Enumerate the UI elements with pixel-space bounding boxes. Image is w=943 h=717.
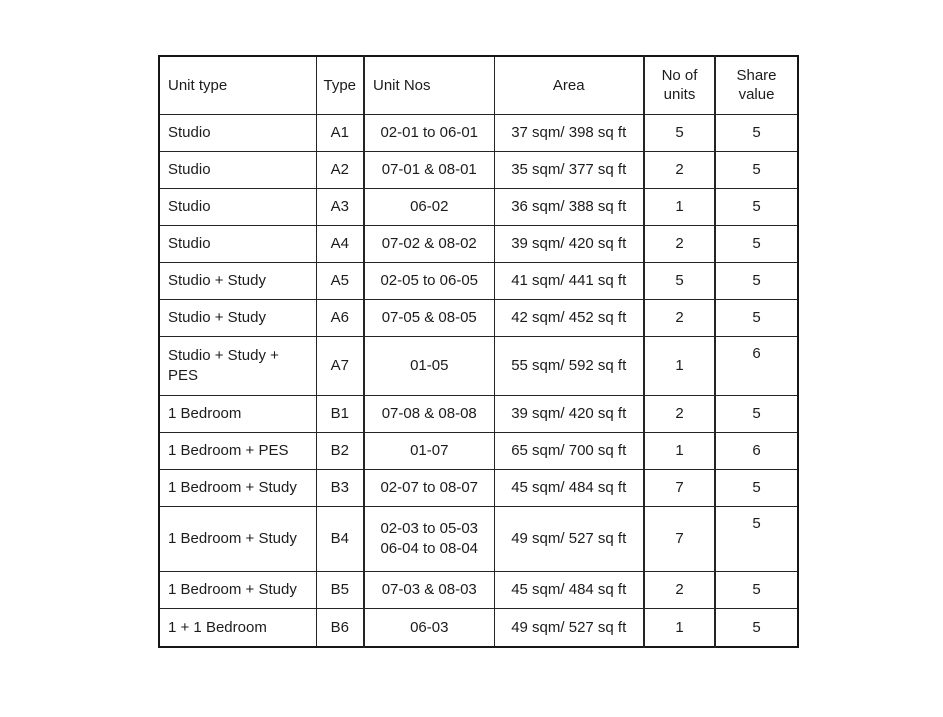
cell-no-of-units: 1 (644, 608, 715, 647)
cell-share-value: 5 (715, 151, 798, 188)
cell-share-value: 5 (715, 262, 798, 299)
cell-no-of-units: 7 (644, 506, 715, 571)
table-row (159, 299, 798, 336)
cell-type: B2 (316, 432, 364, 469)
cell-unit-nos (364, 114, 494, 151)
unit-nos-line: 02-07 to 08-07 (380, 478, 479, 496)
cell-type: A5 (316, 262, 364, 299)
cell-unit-type: Studio + Study + PES (159, 336, 316, 395)
cell-unit-nos (364, 299, 494, 336)
cell-type: A6 (316, 299, 364, 336)
cell-unit-type: 1 + 1 Bedroom (159, 608, 316, 647)
cell-area: 55 sqm/ 592 sq ft (494, 336, 644, 395)
cell-no-of-units: 1 (644, 188, 715, 225)
table-row (159, 571, 798, 608)
cell-no-of-units: 2 (644, 571, 715, 608)
table-row (159, 336, 798, 395)
table-row (159, 262, 798, 299)
cell-type: B4 (316, 506, 364, 571)
cell-area: 37 sqm/ 398 sq ft (494, 114, 644, 151)
cell-type: B1 (316, 395, 364, 432)
unit-nos-line: 02-05 to 06-05 (380, 271, 479, 289)
cell-unit-nos (364, 469, 494, 506)
cell-area: 45 sqm/ 484 sq ft (494, 571, 644, 608)
cell-area: 42 sqm/ 452 sq ft (494, 299, 644, 336)
cell-unit-type: 1 Bedroom + PES (159, 432, 316, 469)
table-header (159, 56, 798, 114)
unit-share-table-container (158, 55, 799, 648)
cell-area: 39 sqm/ 420 sq ft (494, 225, 644, 262)
table-row (159, 395, 798, 432)
unit-nos-line: 01-07 (410, 441, 449, 459)
cell-unit-type: 1 Bedroom (159, 395, 316, 432)
cell-no-of-units: 2 (644, 299, 715, 336)
cell-share-value: 6 (715, 432, 798, 469)
unit-nos-line: 06-02 (410, 197, 449, 215)
table-row (159, 432, 798, 469)
unit-nos-line: 07-03 & 08-03 (381, 580, 477, 598)
table-row (159, 506, 798, 571)
cell-type: B5 (316, 571, 364, 608)
cell-unit-nos (364, 608, 494, 647)
cell-area: 41 sqm/ 441 sq ft (494, 262, 644, 299)
cell-area: 45 sqm/ 484 sq ft (494, 469, 644, 506)
cell-unit-type: Studio + Study (159, 262, 316, 299)
cell-unit-type: Studio (159, 151, 316, 188)
cell-share-value: 5 (715, 395, 798, 432)
cell-share-value: 6 (715, 336, 798, 395)
cell-no-of-units: 1 (644, 336, 715, 395)
cell-area: 49 sqm/ 527 sq ft (494, 506, 644, 571)
cell-unit-nos (364, 432, 494, 469)
cell-type: A7 (316, 336, 364, 395)
table-row (159, 608, 798, 647)
cell-no-of-units: 7 (644, 469, 715, 506)
cell-share-value: 5 (715, 188, 798, 225)
cell-type: B6 (316, 608, 364, 647)
cell-unit-type: 1 Bedroom + Study (159, 469, 316, 506)
cell-unit-nos (364, 151, 494, 188)
unit-nos-line: 07-01 & 08-01 (381, 160, 477, 178)
table-row (159, 188, 798, 225)
header-row (159, 56, 798, 114)
cell-unit-type: 1 Bedroom + Study (159, 506, 316, 571)
cell-unit-type: 1 Bedroom + Study (159, 571, 316, 608)
cell-area: 65 sqm/ 700 sq ft (494, 432, 644, 469)
cell-unit-nos (364, 395, 494, 432)
cell-share-value: 5 (715, 299, 798, 336)
cell-no-of-units: 5 (644, 114, 715, 151)
cell-share-value: 5 (715, 608, 798, 647)
cell-unit-type: Studio + Study (159, 299, 316, 336)
unit-nos-line: 06-04 to 08-04 (380, 539, 479, 557)
cell-unit-nos (364, 571, 494, 608)
cell-area: 35 sqm/ 377 sq ft (494, 151, 644, 188)
cell-area: 39 sqm/ 420 sq ft (494, 395, 644, 432)
unit-nos-line: 02-03 to 05-03 (380, 520, 479, 537)
col-header-unit-nos: Unit Nos (364, 56, 494, 114)
unit-nos-line: 07-02 & 08-02 (381, 234, 477, 252)
cell-unit-type: Studio (159, 225, 316, 262)
table-row (159, 469, 798, 506)
cell-unit-nos (364, 506, 494, 571)
unit-nos-line: 07-05 & 08-05 (381, 308, 477, 326)
cell-unit-nos (364, 225, 494, 262)
cell-unit-nos (364, 188, 494, 225)
cell-share-value: 5 (715, 469, 798, 506)
cell-type: A2 (316, 151, 364, 188)
cell-type: A3 (316, 188, 364, 225)
col-header-type: Type (316, 56, 364, 114)
cell-area: 36 sqm/ 388 sq ft (494, 188, 644, 225)
col-header-share-value: Share value (715, 56, 798, 114)
cell-no-of-units: 2 (644, 395, 715, 432)
cell-share-value: 5 (715, 571, 798, 608)
table-row (159, 151, 798, 188)
unit-nos-line: 01-05 (410, 356, 449, 374)
cell-unit-nos (364, 336, 494, 395)
unit-share-table (158, 55, 799, 648)
cell-no-of-units: 2 (644, 151, 715, 188)
col-header-unit-type: Unit type (159, 56, 316, 114)
cell-type: B3 (316, 469, 364, 506)
table-row (159, 114, 798, 151)
cell-share-value: 5 (715, 225, 798, 262)
table-row (159, 225, 798, 262)
table-body (159, 114, 798, 647)
unit-nos-line: 07-08 & 08-08 (381, 404, 477, 422)
cell-area: 49 sqm/ 527 sq ft (494, 608, 644, 647)
cell-unit-type: Studio (159, 188, 316, 225)
unit-nos-line: 02-01 to 06-01 (380, 123, 479, 141)
cell-no-of-units: 5 (644, 262, 715, 299)
cell-unit-type: Studio (159, 114, 316, 151)
cell-no-of-units: 1 (644, 432, 715, 469)
cell-share-value: 5 (715, 114, 798, 151)
unit-nos-line: 06-03 (410, 618, 449, 636)
col-header-area: Area (494, 56, 644, 114)
cell-unit-nos (364, 262, 494, 299)
cell-type: A1 (316, 114, 364, 151)
cell-share-value: 5 (715, 506, 798, 571)
col-header-no-of-units: No of units (644, 56, 715, 114)
cell-type: A4 (316, 225, 364, 262)
cell-no-of-units: 2 (644, 225, 715, 262)
